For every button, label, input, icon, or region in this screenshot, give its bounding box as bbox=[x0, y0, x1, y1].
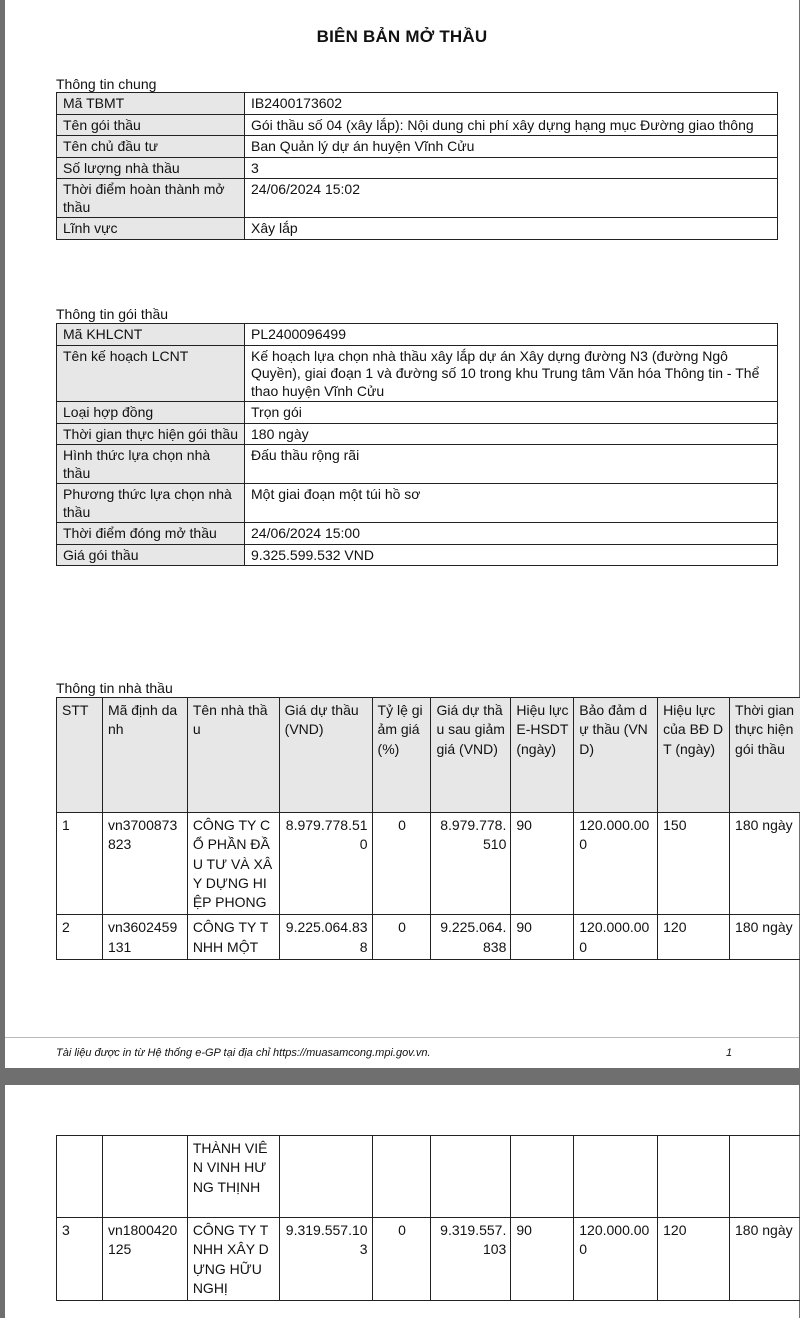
field-label: Số lượng nhà thầu bbox=[57, 157, 245, 179]
table-row bbox=[57, 484, 778, 523]
page-number: 1 bbox=[726, 1047, 733, 1059]
field-label: Mã KHLCNT bbox=[57, 324, 245, 346]
field-label: Loại hợp đồng bbox=[57, 402, 245, 424]
table-row bbox=[57, 1218, 800, 1301]
cell-id: vn1800420125 bbox=[102, 1218, 187, 1301]
cell-guarantee-validity: 120 bbox=[658, 1218, 730, 1301]
cell-validity: 90 bbox=[511, 1218, 574, 1301]
bidders-info-label: Thông tin nhà thầu bbox=[56, 680, 173, 696]
field-label: Thời gian thực hiện gói thầu bbox=[57, 423, 245, 445]
cell-name: CÔNG TY TNHH MỘT bbox=[187, 915, 279, 960]
table-row bbox=[57, 1136, 800, 1218]
table-row bbox=[57, 136, 778, 158]
field-label: Phương thức lựa chọn nhà thầu bbox=[57, 484, 245, 523]
cell-name: CÔNG TY TNHH XÂY DỰNG HỮU NGHỊ bbox=[187, 1218, 279, 1301]
field-label: Lĩnh vực bbox=[57, 218, 245, 240]
cell-duration: 180 ngày bbox=[730, 1218, 800, 1301]
column-header: Thời gian thực hiện gói thầu bbox=[730, 698, 800, 813]
table-row bbox=[57, 402, 778, 424]
bidders-table-continued bbox=[56, 1135, 800, 1301]
cell-price: 9.225.064.838 bbox=[279, 915, 372, 960]
package-info-label: Thông tin gói thầu bbox=[56, 306, 169, 322]
field-label: Thời điểm hoàn thành mở thầu bbox=[57, 179, 245, 218]
cell-stt: 2 bbox=[57, 915, 103, 960]
document-page-1 bbox=[5, 0, 799, 1068]
column-header: Giá dự thầu (VND) bbox=[279, 698, 372, 813]
table-row bbox=[57, 813, 800, 915]
field-value: PL2400096499 bbox=[245, 324, 778, 346]
field-value: 24/06/2024 15:00 bbox=[245, 523, 778, 545]
field-label: Tên kế hoạch LCNT bbox=[57, 345, 245, 402]
table-header-row bbox=[57, 698, 800, 813]
field-value: Ban Quản lý dự án huyện Vĩnh Cửu bbox=[245, 136, 778, 158]
cell-validity: 90 bbox=[511, 915, 574, 960]
cell-guarantee-validity: 120 bbox=[658, 915, 730, 960]
column-header: Tỷ lệ giảm giá (%) bbox=[372, 698, 431, 813]
cell-stt: 3 bbox=[57, 1218, 103, 1301]
cell-price-after: 9.225.064.838 bbox=[431, 915, 511, 960]
table-row bbox=[57, 345, 778, 402]
cell-validity: 90 bbox=[511, 813, 574, 915]
table-row bbox=[57, 218, 778, 240]
cell-guarantee-validity: 150 bbox=[658, 813, 730, 915]
cell-discount: 0 bbox=[372, 813, 431, 915]
cell-guarantee: 120.000.000 bbox=[574, 1218, 658, 1301]
cell-duration: 180 ngày bbox=[730, 813, 800, 915]
field-value: Gói thầu số 04 (xây lắp): Nội dung chi phí xây dựng hạng mục Đường giao thông bbox=[245, 114, 778, 136]
cell-price: 9.319.557.103 bbox=[279, 1218, 372, 1301]
table-row bbox=[57, 93, 778, 115]
column-header: Giá dự thầu sau giảm giá (VND) bbox=[431, 698, 511, 813]
field-label: Tên gói thầu bbox=[57, 114, 245, 136]
field-value: Xây lắp bbox=[245, 218, 778, 240]
cell-name: CÔNG TY CỔ PHẦN ĐẦU TƯ VÀ XÂY DỰNG HIỆP PHONG bbox=[187, 813, 279, 915]
cell-stt: 1 bbox=[57, 813, 103, 915]
footer-text: Tài liệu được in từ Hệ thống e-GP tại địa chỉ https://muasamcong.mpi.gov.vn. bbox=[56, 1047, 431, 1059]
field-label: Mã TBMT bbox=[57, 93, 245, 115]
column-header: Hiệu lực E-HSDT (ngày) bbox=[511, 698, 574, 813]
cell-guarantee: 120.000.000 bbox=[574, 813, 658, 915]
document-page-2 bbox=[5, 1085, 799, 1318]
field-value: Một giai đoạn một túi hồ sơ bbox=[245, 484, 778, 523]
field-label: Tên chủ đầu tư bbox=[57, 136, 245, 158]
page-footer bbox=[5, 1037, 799, 1059]
field-label: Hình thức lựa chọn nhà thầu bbox=[57, 445, 245, 484]
cell-price-after: 9.319.557.103 bbox=[431, 1218, 511, 1301]
general-info-table bbox=[56, 92, 778, 240]
table-row bbox=[57, 544, 778, 566]
table-row bbox=[57, 157, 778, 179]
table-row bbox=[57, 445, 778, 484]
cell-id: vn3700873823 bbox=[102, 813, 187, 915]
bidders-table bbox=[56, 697, 800, 960]
field-value: 3 bbox=[245, 157, 778, 179]
table-row bbox=[57, 179, 778, 218]
field-value: Đấu thầu rộng rãi bbox=[245, 445, 778, 484]
column-header: Mã định danh bbox=[102, 698, 187, 813]
package-info-table bbox=[56, 323, 778, 566]
table-row bbox=[57, 523, 778, 545]
cell-discount: 0 bbox=[372, 915, 431, 960]
document-title: BIÊN BẢN MỞ THẦU bbox=[316, 27, 488, 46]
cell-discount: 0 bbox=[372, 1218, 431, 1301]
field-label: Giá gói thầu bbox=[57, 544, 245, 566]
field-value: 24/06/2024 15:02 bbox=[245, 179, 778, 218]
field-value: IB2400173602 bbox=[245, 93, 778, 115]
field-value: Trọn gói bbox=[245, 402, 778, 424]
field-label: Thời điểm đóng mở thầu bbox=[57, 523, 245, 545]
column-header: STT bbox=[57, 698, 103, 813]
general-info-label: Thông tin chung bbox=[56, 76, 157, 92]
table-row bbox=[57, 324, 778, 346]
table-row bbox=[57, 114, 778, 136]
cell-duration: 180 ngày bbox=[730, 915, 800, 960]
field-value: 9.325.599.532 VND bbox=[245, 544, 778, 566]
field-value: 180 ngày bbox=[245, 423, 778, 445]
cell-name: THÀNH VIÊN VINH HƯNG THỊNH bbox=[187, 1136, 279, 1218]
cell-price-after: 8.979.778.510 bbox=[431, 813, 511, 915]
cell-price: 8.979.778.510 bbox=[279, 813, 372, 915]
field-value: Kế hoạch lựa chọn nhà thầu xây lắp dự án Xây dựng đường N3 (đường Ngô Quyền), giai đoạn 1 và đường số 10 trong khu Trung tâm Văn hóa Thông tin - Thể thao huyện Vĩnh Cửu bbox=[245, 345, 778, 402]
cell-guarantee: 120.000.000 bbox=[574, 915, 658, 960]
cell-id: vn3602459131 bbox=[102, 915, 187, 960]
column-header: Tên nhà thầu bbox=[187, 698, 279, 813]
table-row bbox=[57, 423, 778, 445]
column-header: Hiệu lực của BĐ DT (ngày) bbox=[658, 698, 730, 813]
table-row bbox=[57, 915, 800, 960]
column-header: Bảo đảm dự thầu (VND) bbox=[574, 698, 658, 813]
